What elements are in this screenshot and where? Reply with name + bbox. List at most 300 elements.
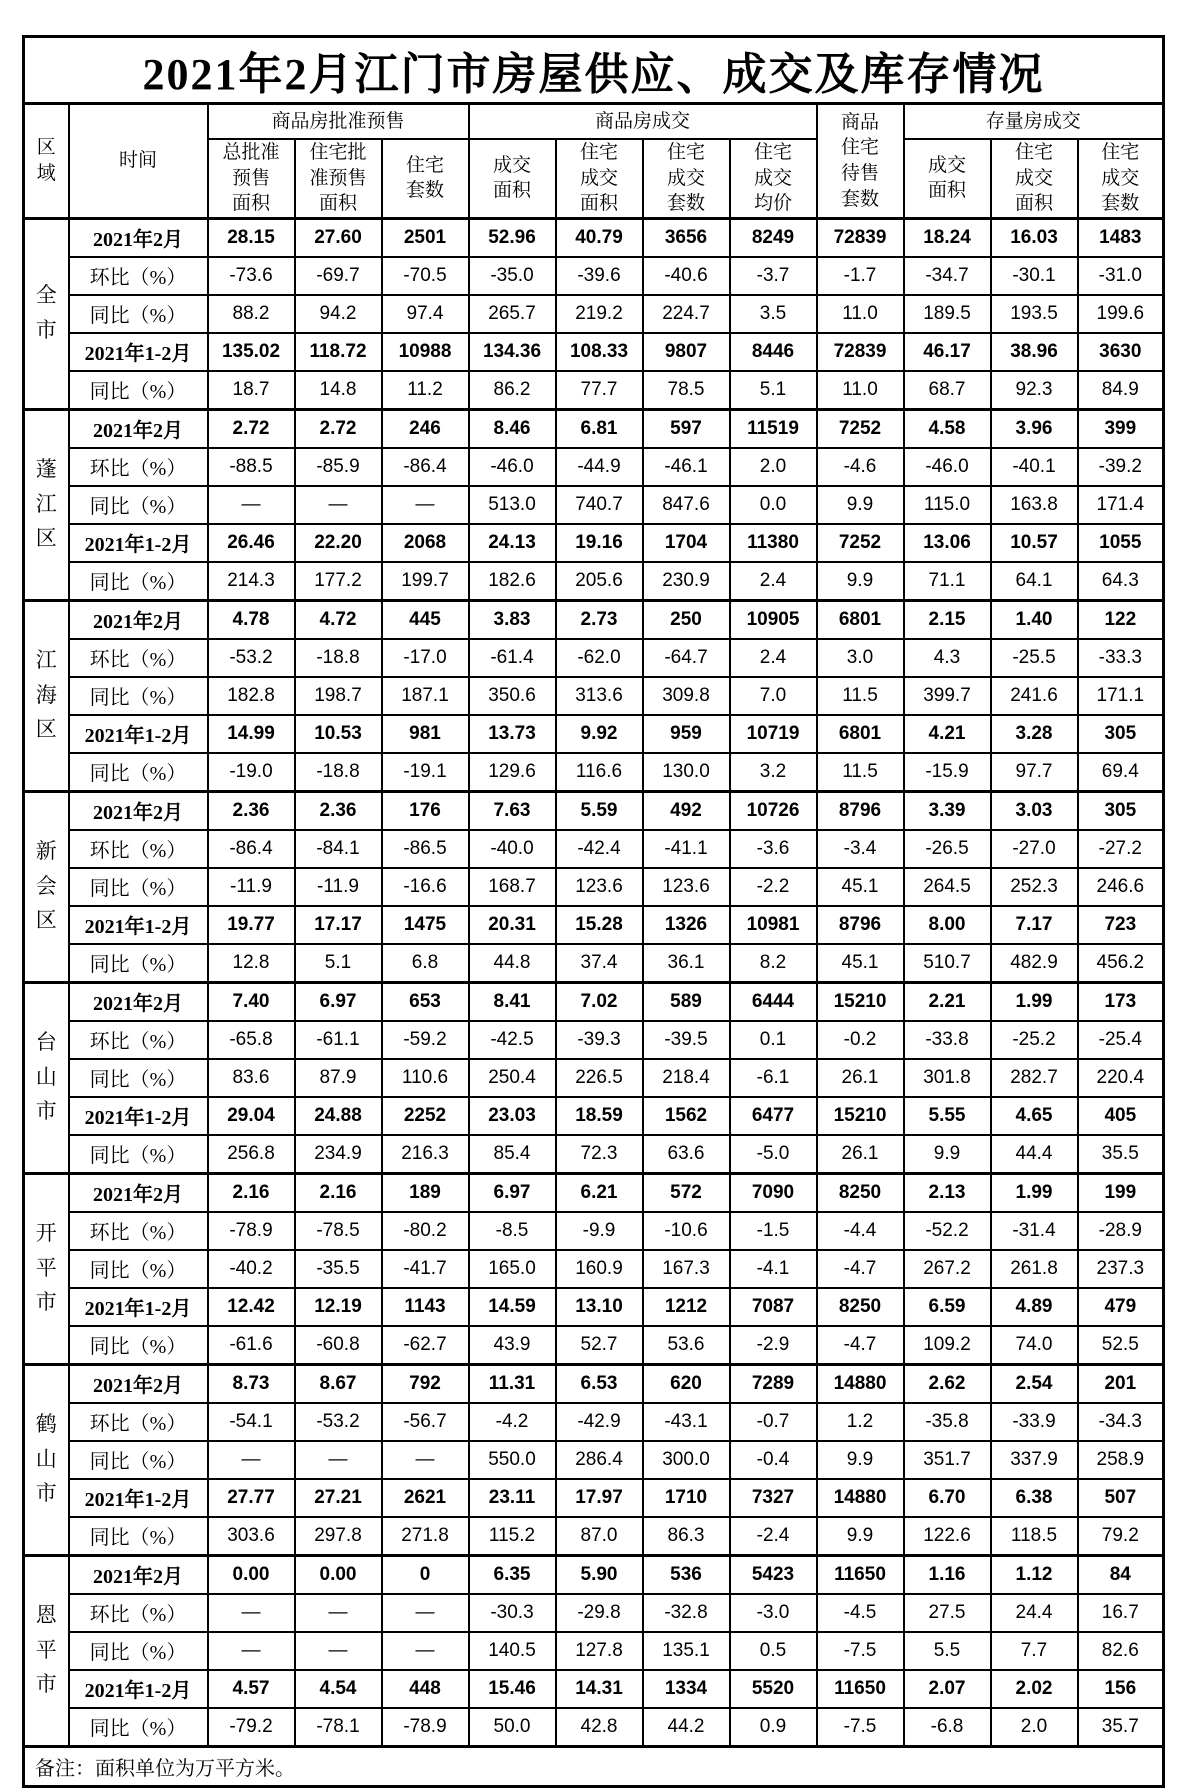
data-cell: 2252 xyxy=(382,1097,469,1135)
row-time-label: 2021年2月 xyxy=(69,1173,208,1212)
data-cell: 15.28 xyxy=(556,906,643,944)
data-cell: -4.4 xyxy=(817,1212,904,1250)
row-time-label: 环比（%） xyxy=(69,1594,208,1632)
data-cell: -6.1 xyxy=(730,1059,817,1097)
data-cell: 135.1 xyxy=(643,1632,730,1670)
data-cell: 8.73 xyxy=(208,1364,295,1403)
data-cell: 163.8 xyxy=(991,486,1078,524)
data-cell: 97.7 xyxy=(991,753,1078,792)
data-cell: 267.2 xyxy=(904,1250,991,1288)
data-cell: — xyxy=(382,1594,469,1632)
data-cell: -7.5 xyxy=(817,1708,904,1747)
data-cell: -2.2 xyxy=(730,868,817,906)
data-cell: 5.1 xyxy=(295,944,382,983)
data-cell: 226.5 xyxy=(556,1059,643,1097)
data-cell: 115.0 xyxy=(904,486,991,524)
data-cell: 250 xyxy=(643,600,730,639)
data-cell: 9.9 xyxy=(817,486,904,524)
data-cell: 122 xyxy=(1078,600,1164,639)
data-cell: -11.9 xyxy=(295,868,382,906)
group-header-stock-sales: 存量房成交 xyxy=(904,104,1164,140)
data-cell: -11.9 xyxy=(208,868,295,906)
row-time-label: 环比（%） xyxy=(69,448,208,486)
row-time-label: 同比（%） xyxy=(69,753,208,792)
data-cell: 27.60 xyxy=(295,218,382,257)
data-cell: 241.6 xyxy=(991,677,1078,715)
data-cell: 723 xyxy=(1078,906,1164,944)
footnote: 备注：面积单位为万平方米。 xyxy=(24,1746,1164,1786)
data-cell: — xyxy=(295,1594,382,1632)
data-cell: 1562 xyxy=(643,1097,730,1135)
data-cell: 8.67 xyxy=(295,1364,382,1403)
region-label: 新 会 区 xyxy=(24,791,69,982)
data-cell: 297.8 xyxy=(295,1517,382,1556)
data-cell: 26.46 xyxy=(208,524,295,562)
row-time-label: 同比（%） xyxy=(69,1059,208,1097)
data-cell: 6.8 xyxy=(382,944,469,983)
table-row xyxy=(24,409,1164,448)
data-cell: 45.1 xyxy=(817,944,904,983)
data-cell: 250.4 xyxy=(469,1059,556,1097)
data-cell: 116.6 xyxy=(556,753,643,792)
data-cell: 5.55 xyxy=(904,1097,991,1135)
data-cell: 4.65 xyxy=(991,1097,1078,1135)
data-cell: 140.5 xyxy=(469,1632,556,1670)
page-title: 2021年2月江门市房屋供应、成交及库存情况 xyxy=(24,37,1164,104)
data-cell: -53.2 xyxy=(208,639,295,677)
data-cell: -40.2 xyxy=(208,1250,295,1288)
data-cell: -3.7 xyxy=(730,257,817,295)
data-cell: -39.6 xyxy=(556,257,643,295)
data-cell: -44.9 xyxy=(556,448,643,486)
table-row xyxy=(24,1517,1164,1556)
data-cell: — xyxy=(208,1441,295,1479)
table-row xyxy=(24,830,1164,868)
data-cell: 11650 xyxy=(817,1670,904,1708)
data-cell: -34.3 xyxy=(1078,1403,1164,1441)
table-row xyxy=(24,982,1164,1021)
data-cell: 1704 xyxy=(643,524,730,562)
data-cell: 5520 xyxy=(730,1670,817,1708)
data-cell: 16.03 xyxy=(991,218,1078,257)
data-cell: 6.59 xyxy=(904,1288,991,1326)
data-cell: -73.6 xyxy=(208,257,295,295)
data-cell: 182.6 xyxy=(469,562,556,601)
table-row xyxy=(24,1250,1164,1288)
data-cell: -42.5 xyxy=(469,1021,556,1059)
data-cell: 2.72 xyxy=(208,409,295,448)
data-cell: 6801 xyxy=(817,715,904,753)
row-time-label: 同比（%） xyxy=(69,1441,208,1479)
data-cell: 6801 xyxy=(817,600,904,639)
data-cell: 63.6 xyxy=(643,1135,730,1174)
data-cell: 72839 xyxy=(817,333,904,371)
data-cell: 198.7 xyxy=(295,677,382,715)
table-row xyxy=(24,600,1164,639)
data-cell: 286.4 xyxy=(556,1441,643,1479)
table-row xyxy=(24,753,1164,792)
col-header-region: 区 域 xyxy=(24,104,69,219)
data-cell: 14.99 xyxy=(208,715,295,753)
data-cell: 13.06 xyxy=(904,524,991,562)
row-time-label: 2021年2月 xyxy=(69,1364,208,1403)
table-row xyxy=(24,868,1164,906)
data-cell: -31.0 xyxy=(1078,257,1164,295)
data-cell: 92.3 xyxy=(991,371,1078,410)
data-cell: 792 xyxy=(382,1364,469,1403)
data-cell: 18.24 xyxy=(904,218,991,257)
data-cell: -25.4 xyxy=(1078,1021,1164,1059)
data-cell: 72839 xyxy=(817,218,904,257)
data-cell: -46.1 xyxy=(643,448,730,486)
data-cell: 1143 xyxy=(382,1288,469,1326)
data-cell: 740.7 xyxy=(556,486,643,524)
data-cell: 2.4 xyxy=(730,562,817,601)
data-cell: 337.9 xyxy=(991,1441,1078,1479)
col-header-residential-approved-area: 住宅批 准预售 面积 xyxy=(295,139,382,218)
data-cell: 85.4 xyxy=(469,1135,556,1174)
data-cell: 24.88 xyxy=(295,1097,382,1135)
data-cell: 1.99 xyxy=(991,1173,1078,1212)
data-cell: 234.9 xyxy=(295,1135,382,1174)
data-cell: 13.10 xyxy=(556,1288,643,1326)
data-cell: -42.4 xyxy=(556,830,643,868)
table-row xyxy=(24,944,1164,983)
data-cell: 6444 xyxy=(730,982,817,1021)
row-time-label: 同比（%） xyxy=(69,1250,208,1288)
data-cell: -0.2 xyxy=(817,1021,904,1059)
data-cell: 201 xyxy=(1078,1364,1164,1403)
data-cell: 135.02 xyxy=(208,333,295,371)
title-row xyxy=(24,37,1164,104)
data-cell: 6.53 xyxy=(556,1364,643,1403)
data-cell: 2.0 xyxy=(991,1708,1078,1747)
data-cell: 108.33 xyxy=(556,333,643,371)
data-cell: -39.5 xyxy=(643,1021,730,1059)
table-body xyxy=(24,218,1164,1746)
data-cell: 3.2 xyxy=(730,753,817,792)
row-time-label: 同比（%） xyxy=(69,677,208,715)
data-cell: 256.8 xyxy=(208,1135,295,1174)
data-cell: 199 xyxy=(1078,1173,1164,1212)
data-cell: -69.7 xyxy=(295,257,382,295)
data-cell: 24.13 xyxy=(469,524,556,562)
data-cell: -33.9 xyxy=(991,1403,1078,1441)
data-cell: 52.5 xyxy=(1078,1326,1164,1365)
data-cell: -86.4 xyxy=(208,830,295,868)
data-cell: 115.2 xyxy=(469,1517,556,1556)
col-header-time: 时间 xyxy=(69,104,208,219)
data-cell: 2.54 xyxy=(991,1364,1078,1403)
row-time-label: 2021年2月 xyxy=(69,600,208,639)
data-cell: 44.2 xyxy=(643,1708,730,1747)
table-row xyxy=(24,1708,1164,1747)
data-cell: 219.2 xyxy=(556,295,643,333)
data-cell: -3.4 xyxy=(817,830,904,868)
data-cell: 177.2 xyxy=(295,562,382,601)
data-cell: 246 xyxy=(382,409,469,448)
data-cell: 19.16 xyxy=(556,524,643,562)
row-time-label: 2021年1-2月 xyxy=(69,1670,208,1708)
table-row xyxy=(24,333,1164,371)
data-cell: 26.1 xyxy=(817,1059,904,1097)
data-cell: 68.7 xyxy=(904,371,991,410)
data-cell: 9.9 xyxy=(817,1517,904,1556)
data-cell: -5.0 xyxy=(730,1135,817,1174)
data-cell: 14880 xyxy=(817,1479,904,1517)
table-row xyxy=(24,1632,1164,1670)
data-cell: 14.59 xyxy=(469,1288,556,1326)
data-cell: 2.13 xyxy=(904,1173,991,1212)
row-time-label: 环比（%） xyxy=(69,639,208,677)
data-cell: 246.6 xyxy=(1078,868,1164,906)
data-cell: 264.5 xyxy=(904,868,991,906)
data-cell: 3.39 xyxy=(904,791,991,830)
data-cell: 6.97 xyxy=(295,982,382,1021)
data-cell: -39.2 xyxy=(1078,448,1164,486)
region-label: 全 市 xyxy=(24,218,69,409)
data-cell: 11.0 xyxy=(817,371,904,410)
data-cell: 18.7 xyxy=(208,371,295,410)
footnote-row xyxy=(24,1746,1164,1786)
data-cell: 6.70 xyxy=(904,1479,991,1517)
data-cell: 123.6 xyxy=(556,868,643,906)
data-cell: 35.7 xyxy=(1078,1708,1164,1747)
data-cell: 216.3 xyxy=(382,1135,469,1174)
row-time-label: 2021年2月 xyxy=(69,218,208,257)
col-header-residential-sold-area: 住宅 成交 面积 xyxy=(556,139,643,218)
data-cell: 13.73 xyxy=(469,715,556,753)
row-time-label: 环比（%） xyxy=(69,830,208,868)
data-cell: 214.3 xyxy=(208,562,295,601)
data-cell: 1055 xyxy=(1078,524,1164,562)
data-cell: 7.0 xyxy=(730,677,817,715)
data-cell: — xyxy=(295,1441,382,1479)
row-time-label: 2021年1-2月 xyxy=(69,715,208,753)
data-cell: 261.8 xyxy=(991,1250,1078,1288)
data-cell: 445 xyxy=(382,600,469,639)
data-cell: 2.0 xyxy=(730,448,817,486)
data-cell: 72.3 xyxy=(556,1135,643,1174)
data-cell: -59.2 xyxy=(382,1021,469,1059)
data-cell: 12.8 xyxy=(208,944,295,983)
data-cell: 456.2 xyxy=(1078,944,1164,983)
data-cell: 8.46 xyxy=(469,409,556,448)
table-row xyxy=(24,1288,1164,1326)
table-row xyxy=(24,1555,1164,1594)
data-cell: 14.31 xyxy=(556,1670,643,1708)
data-cell: -18.8 xyxy=(295,639,382,677)
table-row xyxy=(24,257,1164,295)
data-cell: 230.9 xyxy=(643,562,730,601)
data-cell: 74.0 xyxy=(991,1326,1078,1365)
data-cell: 189 xyxy=(382,1173,469,1212)
data-cell: -43.1 xyxy=(643,1403,730,1441)
data-cell: -4.7 xyxy=(817,1250,904,1288)
data-cell: 134.36 xyxy=(469,333,556,371)
data-cell: 271.8 xyxy=(382,1517,469,1556)
data-cell: -84.1 xyxy=(295,830,382,868)
data-cell: 165.0 xyxy=(469,1250,556,1288)
row-time-label: 同比（%） xyxy=(69,371,208,410)
table-row xyxy=(24,1479,1164,1517)
data-cell: 7.40 xyxy=(208,982,295,1021)
data-cell: -46.0 xyxy=(469,448,556,486)
data-cell: 17.17 xyxy=(295,906,382,944)
data-cell: -17.0 xyxy=(382,639,469,677)
data-cell: 10988 xyxy=(382,333,469,371)
data-cell: 24.4 xyxy=(991,1594,1078,1632)
data-cell: 1.2 xyxy=(817,1403,904,1441)
region-label: 鹤 山 市 xyxy=(24,1364,69,1555)
data-cell: 29.04 xyxy=(208,1097,295,1135)
data-cell: 1710 xyxy=(643,1479,730,1517)
data-cell: 301.8 xyxy=(904,1059,991,1097)
data-cell: 2.16 xyxy=(208,1173,295,1212)
data-cell: 23.11 xyxy=(469,1479,556,1517)
data-cell: -35.8 xyxy=(904,1403,991,1441)
data-cell: 189.5 xyxy=(904,295,991,333)
data-cell: 160.9 xyxy=(556,1250,643,1288)
data-cell: 52.7 xyxy=(556,1326,643,1365)
data-cell: -33.3 xyxy=(1078,639,1164,677)
data-cell: 9.92 xyxy=(556,715,643,753)
data-cell: 43.9 xyxy=(469,1326,556,1365)
data-cell: -52.2 xyxy=(904,1212,991,1250)
data-cell: -61.6 xyxy=(208,1326,295,1365)
data-cell: 50.0 xyxy=(469,1708,556,1747)
row-time-label: 同比（%） xyxy=(69,1708,208,1747)
data-cell: 26.1 xyxy=(817,1135,904,1174)
row-time-label: 环比（%） xyxy=(69,1021,208,1059)
data-cell: 11380 xyxy=(730,524,817,562)
data-cell: 5.5 xyxy=(904,1632,991,1670)
row-time-label: 环比（%） xyxy=(69,257,208,295)
data-cell: -19.0 xyxy=(208,753,295,792)
data-cell: 86.2 xyxy=(469,371,556,410)
data-cell: 0.9 xyxy=(730,1708,817,1747)
data-cell: -30.3 xyxy=(469,1594,556,1632)
data-cell: 2.15 xyxy=(904,600,991,639)
data-cell: 5.90 xyxy=(556,1555,643,1594)
data-cell: 8796 xyxy=(817,791,904,830)
data-cell: — xyxy=(208,1632,295,1670)
data-cell: 2.4 xyxy=(730,639,817,677)
data-cell: 4.78 xyxy=(208,600,295,639)
data-cell: 550.0 xyxy=(469,1441,556,1479)
region-label: 江 海 区 xyxy=(24,600,69,791)
data-cell: -35.5 xyxy=(295,1250,382,1288)
data-cell: 64.3 xyxy=(1078,562,1164,601)
data-cell: 8.41 xyxy=(469,982,556,1021)
data-cell: -9.9 xyxy=(556,1212,643,1250)
data-cell: — xyxy=(382,1441,469,1479)
data-cell: -62.0 xyxy=(556,639,643,677)
data-cell: — xyxy=(295,1632,382,1670)
data-cell: 6477 xyxy=(730,1097,817,1135)
data-cell: 2.72 xyxy=(295,409,382,448)
table-row xyxy=(24,524,1164,562)
data-cell: 97.4 xyxy=(382,295,469,333)
data-cell: 0.5 xyxy=(730,1632,817,1670)
data-cell: 156 xyxy=(1078,1670,1164,1708)
data-cell: 351.7 xyxy=(904,1441,991,1479)
data-cell: 258.9 xyxy=(1078,1441,1164,1479)
data-cell: 1475 xyxy=(382,906,469,944)
data-cell: 313.6 xyxy=(556,677,643,715)
table-row xyxy=(24,1326,1164,1365)
data-cell: 12.42 xyxy=(208,1288,295,1326)
data-cell: 129.6 xyxy=(469,753,556,792)
table-row xyxy=(24,1594,1164,1632)
data-cell: 118.72 xyxy=(295,333,382,371)
data-cell: -61.1 xyxy=(295,1021,382,1059)
data-cell: -78.5 xyxy=(295,1212,382,1250)
data-cell: 187.1 xyxy=(382,677,469,715)
data-cell: 83.6 xyxy=(208,1059,295,1097)
data-cell: 52.96 xyxy=(469,218,556,257)
data-cell: 69.4 xyxy=(1078,753,1164,792)
data-cell: 94.2 xyxy=(295,295,382,333)
data-cell: 127.8 xyxy=(556,1632,643,1670)
data-cell: 11.2 xyxy=(382,371,469,410)
table-row xyxy=(24,1403,1164,1441)
table-row xyxy=(24,1364,1164,1403)
group-header-commodity-sales: 商品房成交 xyxy=(469,104,817,140)
data-cell: 0 xyxy=(382,1555,469,1594)
data-cell: 2.07 xyxy=(904,1670,991,1708)
data-cell: 23.03 xyxy=(469,1097,556,1135)
data-cell: 2501 xyxy=(382,218,469,257)
data-cell: 17.97 xyxy=(556,1479,643,1517)
col-header-total-approved-area: 总批准 预售 面积 xyxy=(208,139,295,218)
data-cell: 27.21 xyxy=(295,1479,382,1517)
data-cell: 2.02 xyxy=(991,1670,1078,1708)
row-time-label: 2021年2月 xyxy=(69,791,208,830)
data-cell: 7289 xyxy=(730,1364,817,1403)
row-time-label: 环比（%） xyxy=(69,1212,208,1250)
table-row xyxy=(24,1173,1164,1212)
data-cell: 84.9 xyxy=(1078,371,1164,410)
data-cell: 176 xyxy=(382,791,469,830)
data-cell: 2.36 xyxy=(295,791,382,830)
data-cell: 53.6 xyxy=(643,1326,730,1365)
row-time-label: 2021年1-2月 xyxy=(69,906,208,944)
data-cell: 265.7 xyxy=(469,295,556,333)
table-row xyxy=(24,1212,1164,1250)
data-cell: 620 xyxy=(643,1364,730,1403)
data-cell: 224.7 xyxy=(643,295,730,333)
housing-stats-table xyxy=(22,35,1165,1788)
data-cell: 40.79 xyxy=(556,218,643,257)
data-cell: -27.0 xyxy=(991,830,1078,868)
data-cell: 205.6 xyxy=(556,562,643,601)
data-cell: 536 xyxy=(643,1555,730,1594)
data-cell: 1483 xyxy=(1078,218,1164,257)
data-cell: 8250 xyxy=(817,1288,904,1326)
table-row xyxy=(24,677,1164,715)
data-cell: 11.5 xyxy=(817,677,904,715)
table-row xyxy=(24,906,1164,944)
data-cell: 3.28 xyxy=(991,715,1078,753)
data-cell: 10.53 xyxy=(295,715,382,753)
header-group-row xyxy=(24,104,1164,140)
data-cell: 1.40 xyxy=(991,600,1078,639)
data-cell: 10726 xyxy=(730,791,817,830)
data-cell: 46.17 xyxy=(904,333,991,371)
data-cell: 27.5 xyxy=(904,1594,991,1632)
data-cell: 171.1 xyxy=(1078,677,1164,715)
